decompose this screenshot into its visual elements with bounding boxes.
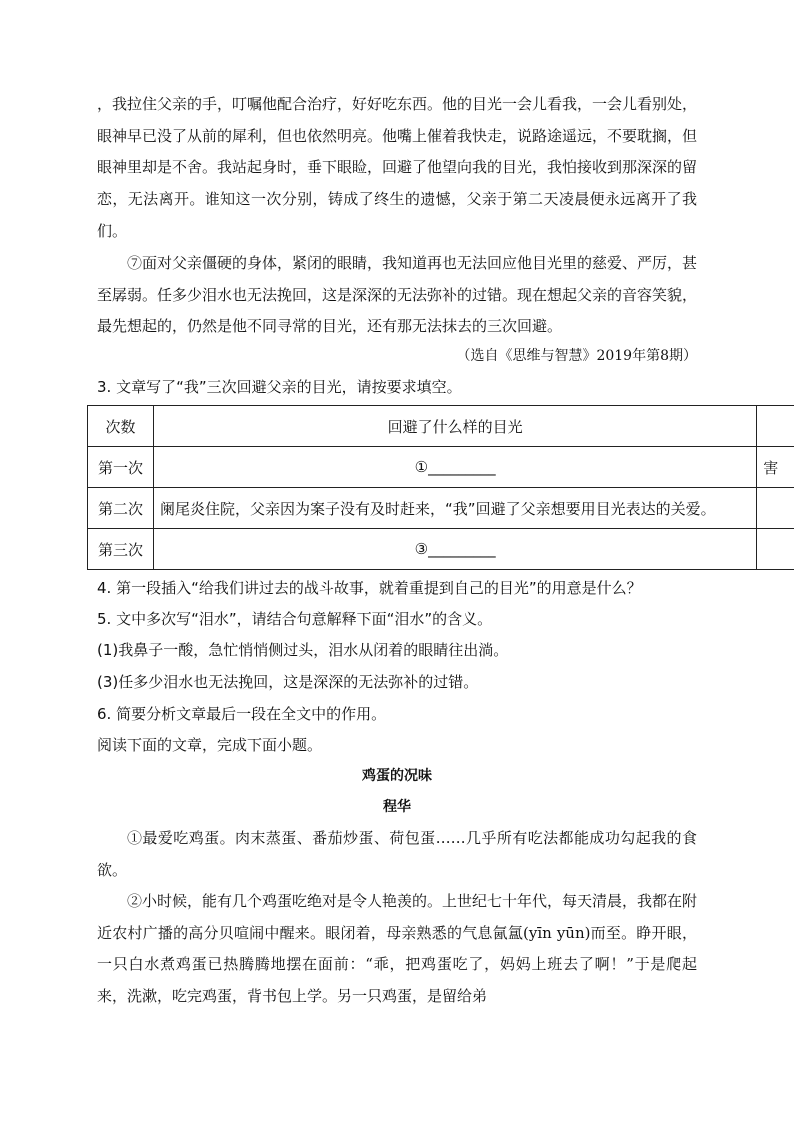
passage1-paragraph-continued: ，我拉住父亲的手，叮嘱他配合治疗，好好吃东西。他的目光一会儿看我，一会儿看别处，眼神早已没了从前的犀利，但也依然明亮。他嘴上催着我快走，说路途遥远，不要耽搁，但眼神里却是不舍。我站起身时，垂下眼睑，回避了他望向我的目光，我怕接收到那深深的留恋，无法离开。谁知这一次分别，铸成了终生的遗憾，父亲于第二天凌晨便永远离开了我们。 bbox=[97, 95, 698, 240]
question-6: 6. 简要分析文章最后一段在全文中的作用。 bbox=[97, 705, 387, 723]
question-5-item-1: (1)我鼻子一酸，急忙悄悄侧过头，泪水从闭着的眼睛往出淌。 bbox=[97, 641, 509, 659]
table-cell bbox=[757, 529, 794, 570]
question-5: 5. 文中多次写“泪水”，请结合句意解释下面“泪水”的含义。 bbox=[97, 610, 493, 628]
table-cell: 第二次 bbox=[88, 488, 154, 529]
table-cell: 第三次 bbox=[88, 529, 154, 570]
answer-blank-1[interactable]: ①_________ bbox=[154, 447, 757, 488]
question-4: 4. 第一段插入“给我们讲过去的战斗故事，就着重提到自己的目光”的用意是什么？ bbox=[97, 579, 642, 597]
passage1-paragraph-7: ⑦面对父亲僵硬的身体，紧闭的眼睛，我知道再也无法回应他目光里的慈爱、严厉，甚至孱弱。任多少泪水也无法挽回，这是深深的无法弥补的过错。现在想起父亲的音容笑貌，最先想起的，仍然是他不同寻常的目光，还有那无法抹去的三次回避。 bbox=[97, 254, 698, 336]
question-5-item-3: (3)任多少泪水也无法挽回，这是深深的无法弥补的过错。 bbox=[97, 673, 479, 691]
passage2-author: 程华 bbox=[383, 799, 411, 815]
question-3: 3. 文章写了“我”三次回避父亲的目光，请按要求填空。 bbox=[97, 378, 462, 396]
table-row bbox=[88, 529, 794, 570]
answer-blank-3[interactable]: ③_________ bbox=[154, 529, 757, 570]
passage2-title: 鸡蛋的况味 bbox=[362, 768, 432, 784]
table-cell bbox=[757, 488, 794, 529]
table-header-cell: 回避了什么样的目光 bbox=[154, 406, 757, 447]
passage2-paragraph-2: ②小时候，能有几个鸡蛋吃绝对是令人艳羡的。上世纪七十年代，每天清晨，我都在附近农村广播的高分贝喧闹中醒来。眼闭着，母亲熟悉的气息氤氲(yīn yūn)而至。睁开眼，一只白水煮鸡蛋已热腾腾地摆在面前：“乖，把鸡蛋吃了，妈妈上班去了啊！”于是爬起来，洗漱，吃完鸡蛋，背书包上学。另一只鸡蛋，是留给弟 bbox=[97, 892, 698, 1006]
table-cell: 阑尾炎住院，父亲因为案子没有及时赶来，“我”回避了父亲想要用目光表达的关爱。 bbox=[154, 488, 757, 529]
table-header-row bbox=[88, 406, 794, 447]
passage1-source: （选自《思维与智慧》2019年第8期） bbox=[456, 348, 697, 364]
table-cell: 害 bbox=[757, 447, 794, 488]
table-row bbox=[88, 488, 794, 529]
answer-table bbox=[87, 405, 794, 570]
passage2-paragraph-1: ①最爱吃鸡蛋。肉末蒸蛋、番茄炒蛋、荷包蛋……几乎所有吃法都能成功勾起我的食欲。 bbox=[97, 829, 697, 879]
reading-instruction: 阅读下面的文章，完成下面小题。 bbox=[97, 736, 323, 754]
table-header-cell: 次数 bbox=[88, 406, 154, 447]
table-cell: 第一次 bbox=[88, 447, 154, 488]
table-row bbox=[88, 447, 794, 488]
table-header-cell bbox=[757, 406, 794, 447]
